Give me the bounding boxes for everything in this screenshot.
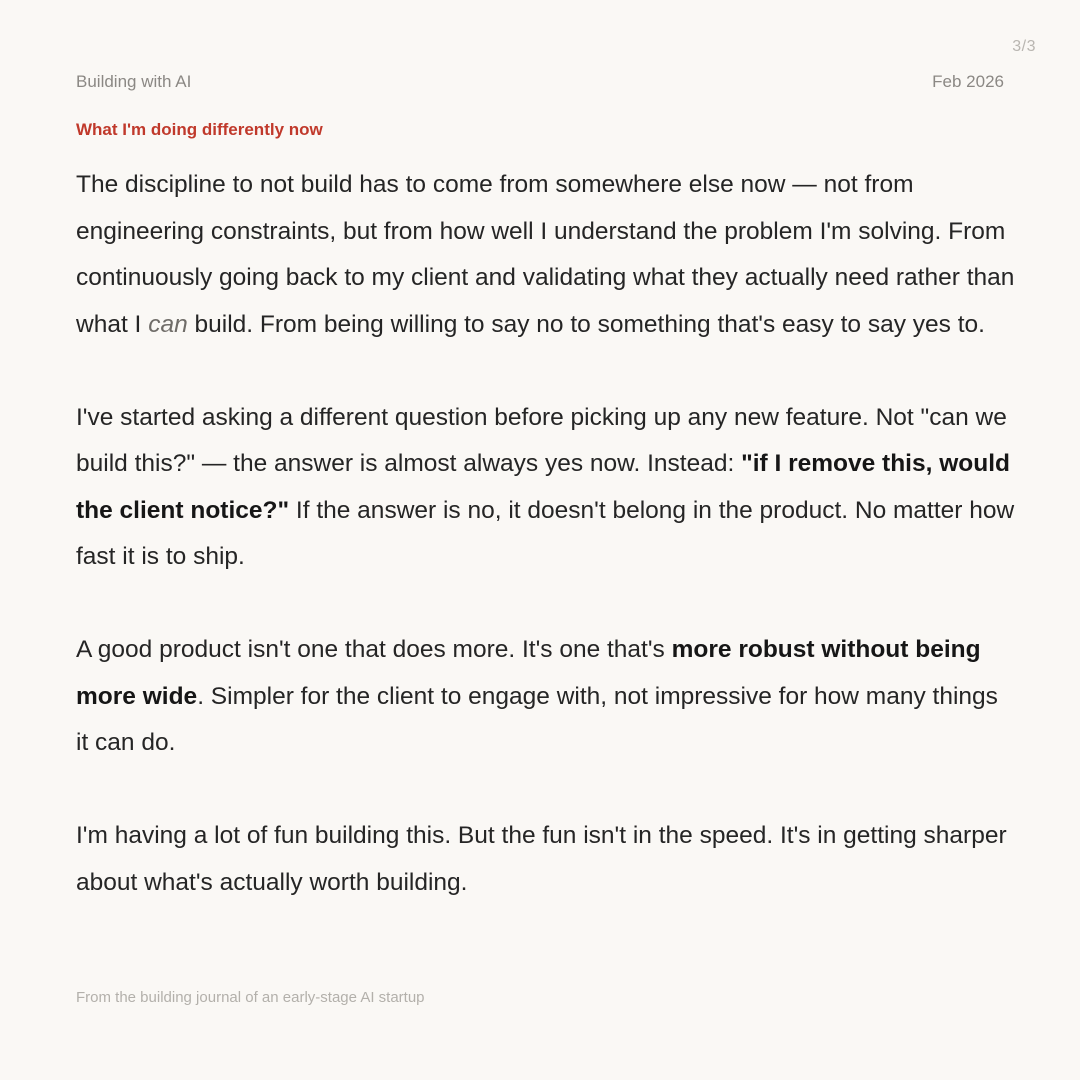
post-date: Feb 2026	[932, 72, 1004, 91]
bold-text: "if I remove this, would the client notice?"	[76, 450, 1010, 524]
page-indicator: 3/3	[1012, 38, 1036, 55]
text-run: . Simpler for the client to engage with, not impressive for how many things it can do.	[76, 682, 998, 756]
section-label: What I'm doing differently now	[76, 120, 323, 139]
article-body	[76, 162, 1016, 906]
text-run: The discipline to not build has to come from somewhere else now — not from engineering constraints, but from how well I understand the problem I'm solving. From continuously going back to my client and validating what they actually need rather than what I	[76, 171, 1015, 338]
text-run: If the answer is no, it doesn't belong in the product. No matter how fast it is to ship.	[76, 496, 1015, 570]
paragraph-4	[76, 813, 1016, 906]
text-run: build. From being willing to say no to something that's easy to say yes to.	[187, 310, 985, 338]
bold-text: more robust without being more wide	[76, 636, 981, 710]
paragraph-2	[76, 395, 1016, 581]
paragraph-3	[76, 627, 1016, 767]
text-run: I'm having a lot of fun building this. But the fun isn't in the speed. It's in getting sharper about what's actually worth building.	[76, 822, 1007, 896]
footer-caption: From the building journal of an early-stage AI startup	[76, 989, 425, 1006]
emphasis-text: can	[148, 310, 188, 338]
header	[76, 72, 1004, 92]
text-run: A good product isn't one that does more. It's one that's	[76, 636, 672, 663]
text-run: I've started asking a different question before picking up any new feature. Not "can we build this?" — the answer is almost always yes now. Instead:	[76, 403, 1007, 477]
series-title: Building with AI	[76, 72, 192, 91]
paragraph-1	[76, 162, 1016, 348]
